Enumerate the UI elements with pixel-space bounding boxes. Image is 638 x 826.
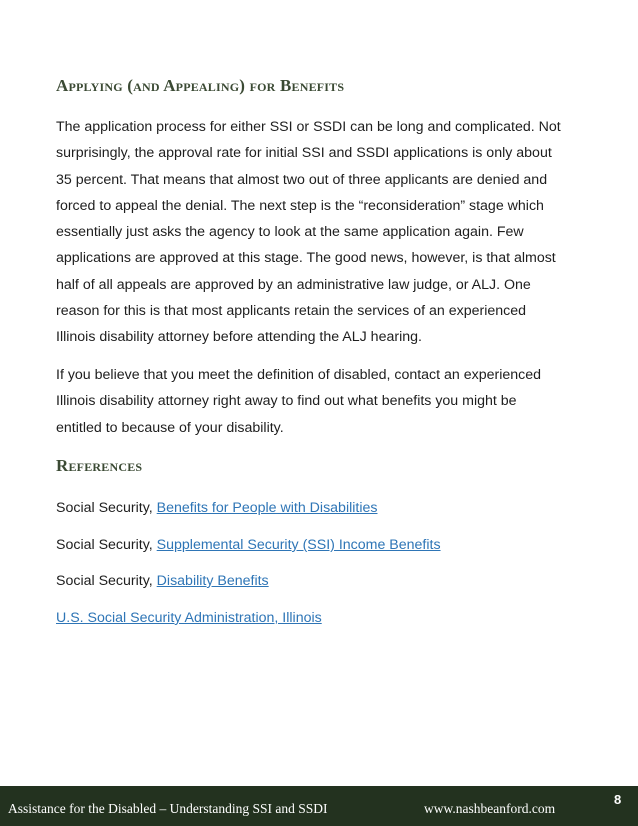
paragraph-line: applications are approved at this stage. The good news, however, is that almost (56, 250, 556, 267)
reference-link-benefits-disabilities[interactable]: Benefits for People with Disabilities (156, 500, 378, 516)
page-number: 8 (614, 792, 622, 807)
footer-title: Assistance for the Disabled – Understanding SSI and SSDI (8, 801, 328, 816)
paragraph-line: Illinois disability attorney before attending the ALJ hearing. (56, 329, 422, 346)
paragraph-line: entitled to because of your disability. (56, 419, 284, 436)
reference-item (56, 500, 377, 516)
reference-prefix: Social Security, (56, 537, 157, 553)
reference-item (56, 537, 441, 553)
paragraph-line: The application process for either SSI or SSDI can be long and complicated. Not (56, 119, 561, 135)
paragraph-line: surprisingly, the approval rate for initial SSI and SSDI applications is only about (56, 145, 552, 162)
paragraph-line: half of all appeals are approved by an administrative law judge, or ALJ. One (56, 276, 531, 293)
paragraph-application-process (56, 114, 581, 351)
footer-website: www.nashbeanford.com (424, 801, 556, 816)
reference-link-ssi-income[interactable]: Supplemental Security (SSI) Income Benefits (156, 537, 441, 553)
section-heading-applying: Applying (and Appealing) for Benefits (56, 76, 345, 95)
reference-link-disability-benefits[interactable]: Disability Benefits (156, 573, 269, 589)
reference-item (56, 573, 269, 589)
paragraph-contact-attorney (56, 362, 581, 441)
reference-prefix: Social Security, (56, 573, 157, 589)
paragraph-line: 35 percent. That means that almost two out of three applicants are denied and (56, 171, 548, 188)
reference-item (56, 610, 322, 626)
page-footer (0, 786, 638, 826)
paragraph-line: If you believe that you meet the definition of disabled, contact an experienced (56, 367, 542, 383)
reference-link-ssa-illinois[interactable]: U.S. Social Security Administration, Illinois (56, 610, 322, 626)
reference-prefix: Social Security, (56, 500, 157, 516)
paragraph-line: forced to appeal the denial. The next step is the “reconsideration” stage which (56, 197, 544, 214)
section-heading-references: References (56, 456, 143, 475)
paragraph-line: Illinois disability attorney right away to find out what benefits you might be (56, 393, 517, 410)
paragraph-line: essentially just asks the agency to look at the same application again. Few (56, 224, 524, 241)
paragraph-line: reason for this is that most applicants retain the services of an experienced (56, 303, 527, 320)
